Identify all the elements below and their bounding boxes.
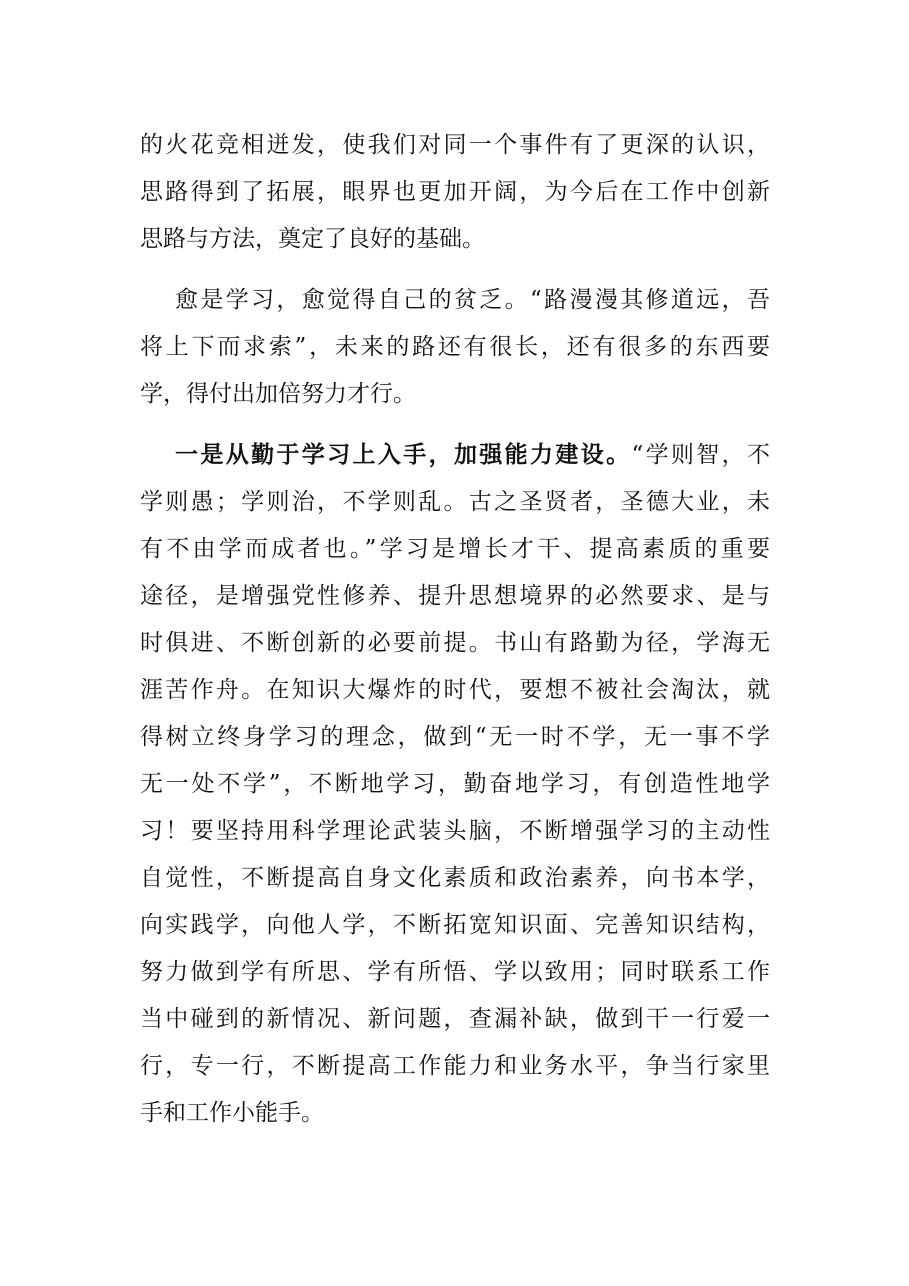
paragraph-3-line-5: 时俱进、不断创新的必要前提。书山有路勤为径，学海无 xyxy=(140,630,770,656)
paragraph-3-line-4: 途径，是增强党性修养、提升思想境界的必然要求、是与 xyxy=(140,583,770,609)
paragraph-3-line-15: 手和工作小能手。 xyxy=(140,1100,324,1126)
paragraph-3-line-14: 行，专一行，不断提高工作能力和业务水平，争当行家里 xyxy=(140,1053,770,1079)
paragraph-3-line-3: 有不由学而成者也。”学习是增长才干、提高素质的重要 xyxy=(140,536,770,562)
paragraph-3-line-11: 向实践学，向他人学，不断拓宽知识面、完善知识结构， xyxy=(140,912,770,938)
paragraph-3-line-2: 学则愚；学则治，不学则乱。古之圣贤者，圣德大业，未 xyxy=(140,489,770,515)
paragraph-3-line-13: 当中碰到的新情况、新问题，查漏补缺，做到干一行爱一 xyxy=(140,1006,770,1032)
paragraph-3-line-8: 无一处不学”，不断地学习，勤奋地学习，有创造性地学 xyxy=(140,771,770,797)
paragraph-3-line-6: 涯苦作舟。在知识大爆炸的时代，要想不被社会淘汰，就 xyxy=(140,677,770,703)
paragraph-3-heading: 一是从勤于学习上入手，加强能力建设。 xyxy=(175,441,632,468)
paragraph-2-line-3: 学，得付出加倍努力才行。 xyxy=(140,381,416,407)
paragraph-1-line-1: 的火花竞相迸发，使我们对同一个事件有了更深的认识， xyxy=(140,132,770,158)
paragraph-2-line-1: 愈是学习，愈觉得自己的贫乏。“路漫漫其修道远，吾 xyxy=(175,287,770,313)
paragraph-3-line-1 xyxy=(175,435,770,475)
paragraph-3-line-9: 习！要坚持用科学理论武装头脑，不断增强学习的主动性 xyxy=(140,818,770,844)
paragraph-1-line-2: 思路得到了拓展，眼界也更加开阔，为今后在工作中创新 xyxy=(140,179,770,205)
paragraph-3-line-7: 得树立终身学习的理念，做到“无一时不学，无一事不学 xyxy=(140,724,770,750)
paragraph-3-line-1-rest: “学则智，不 xyxy=(631,442,771,468)
paragraph-2-line-2: 将上下而求索”，未来的路还有很长，还有很多的东西要 xyxy=(140,334,770,360)
paragraph-1-line-3: 思路与方法，奠定了良好的基础。 xyxy=(140,226,485,252)
paragraph-3-line-12: 努力做到学有所思、学有所悟、学以致用；同时联系工作 xyxy=(140,959,770,985)
paragraph-3-line-10: 自觉性，不断提高自身文化素质和政治素养，向书本学， xyxy=(140,865,770,891)
